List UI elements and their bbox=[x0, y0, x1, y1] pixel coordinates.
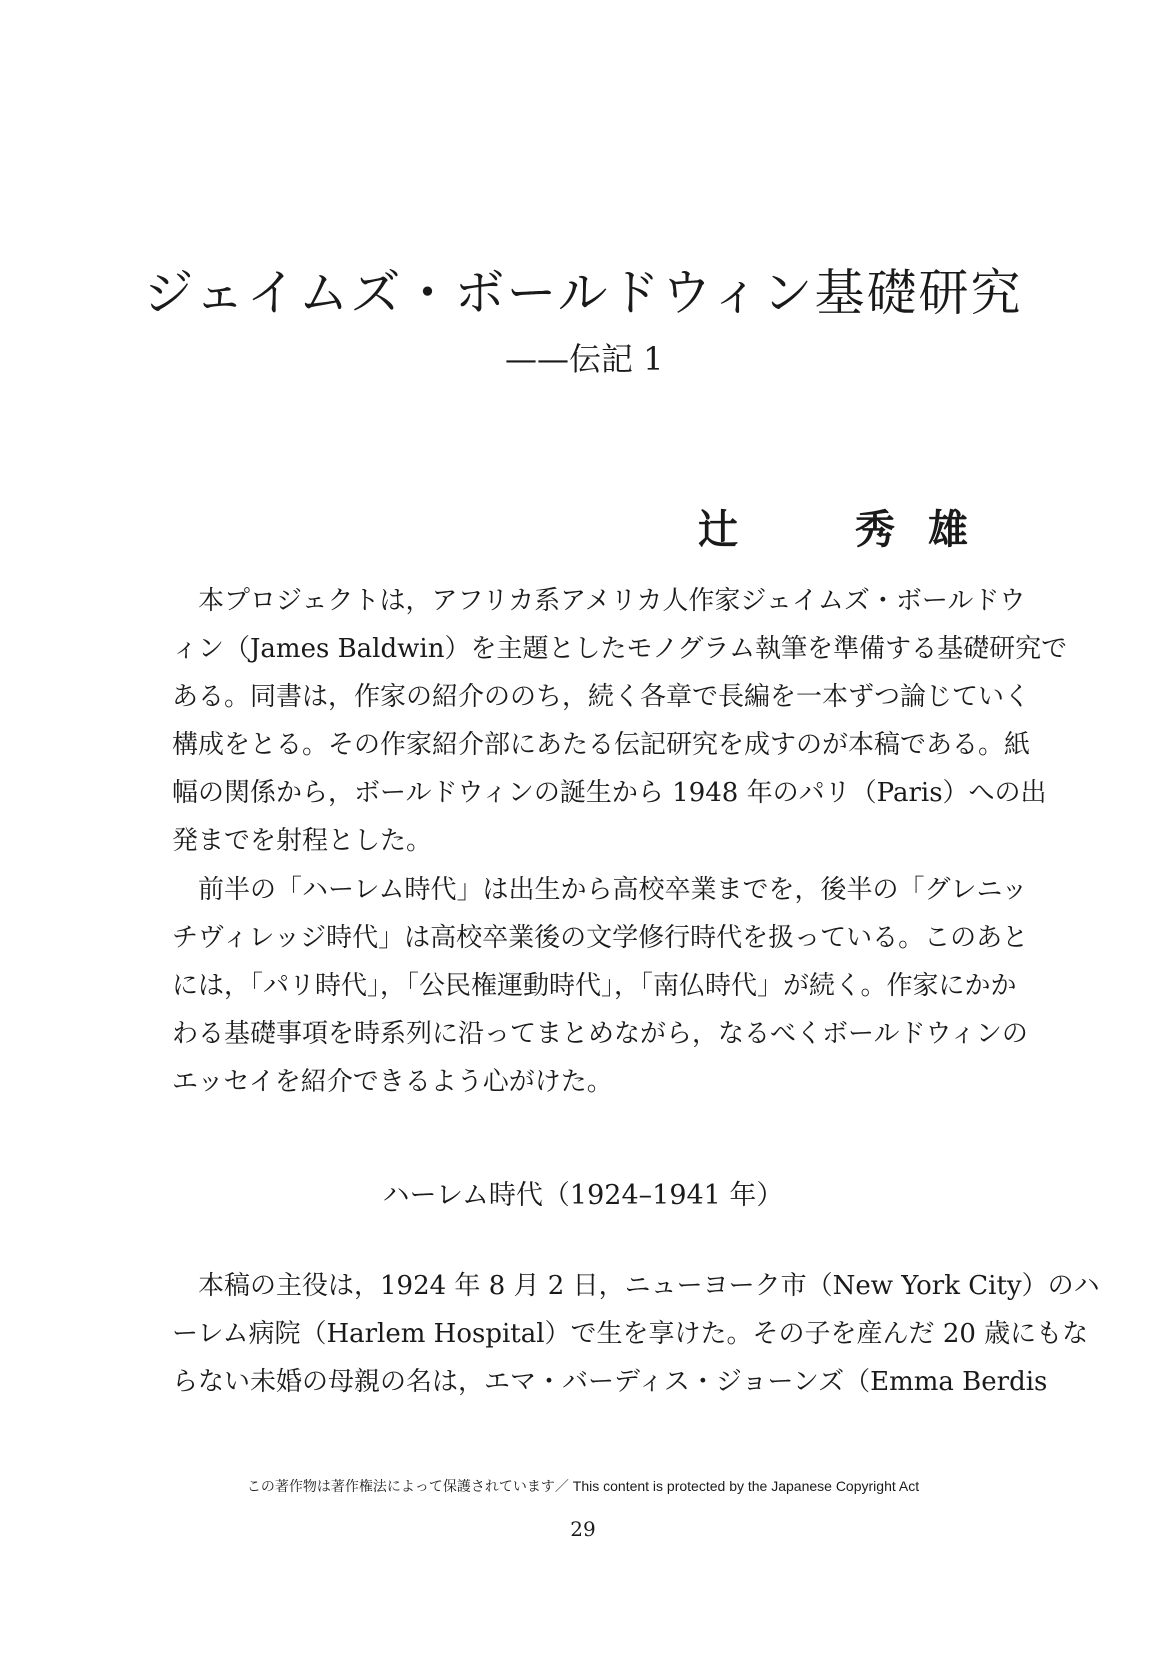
author-given-name-1: 秀 bbox=[855, 506, 895, 553]
page-number: 29 bbox=[570, 1517, 596, 1541]
abstract-paragraph-1 bbox=[172, 577, 1068, 865]
author-family-name: 辻 bbox=[698, 506, 738, 553]
text-line: には，「パリ時代」，「公民権運動時代」，「南仏時代」が続く。作家にかか bbox=[172, 971, 1017, 1001]
text-line: 構成をとる。その作家紹介部にあたる伝記研究を成すのが本稿である。紙 bbox=[172, 730, 1031, 760]
article-title: ジェイムズ・ボールドウィン基礎研究 bbox=[143, 264, 1023, 322]
text-line: 発までを射程とした。 bbox=[172, 826, 433, 856]
text-line: エッセイを紹介できるよう心がけた。 bbox=[172, 1067, 613, 1097]
text-line: わる基礎事項を時系列に沿ってまとめながら，なるべくボールドウィンの bbox=[172, 1019, 1028, 1049]
text-line: 本プロジェクトは，アフリカ系アメリカ人作家ジェイムズ・ボールドウ bbox=[198, 586, 1026, 616]
text-line: 前半の「ハーレム時代」は出生から高校卒業までを，後半の「グレニッ bbox=[198, 875, 1028, 905]
text-line: ィン（James Baldwin）を主題としたモノグラム執筆を準備する基礎研究で bbox=[172, 634, 1068, 664]
abstract-paragraph-2 bbox=[172, 866, 1029, 1106]
text-line: ーレム病院（Harlem Hospital）で生を享けた。その子を産んだ 20 歳にもな bbox=[172, 1319, 1089, 1349]
article-subtitle: ——伝記 1 bbox=[505, 340, 664, 378]
copyright-notice: この著作物は著作権法によって保護されています／ This content is protected by the Japanese Copyright Act bbox=[246, 1478, 920, 1494]
text-line: チヴィレッジ時代」は高校卒業後の文学修行時代を扱っている。このあと bbox=[172, 923, 1029, 953]
text-line: 本稿の主役は，1924 年 8 月 2 日，ニューヨーク市（New York City）のハ bbox=[198, 1271, 1100, 1301]
section-heading: ハーレム時代（1924–1941 年） bbox=[382, 1180, 784, 1211]
text-line: 幅の関係から，ボールドウィンの誕生から 1948 年のパリ（Paris）への出 bbox=[172, 778, 1047, 808]
section-paragraph-1 bbox=[172, 1262, 1100, 1406]
author-given-name-2: 雄 bbox=[928, 506, 968, 553]
text-line: らない未婚の母親の名は，エマ・バーディス・ジョーンズ（Emma Berdis bbox=[172, 1367, 1048, 1397]
text-line: ある。同書は，作家の紹介ののち，続く各章で長編を一本ずつ論じていく bbox=[172, 682, 1031, 712]
